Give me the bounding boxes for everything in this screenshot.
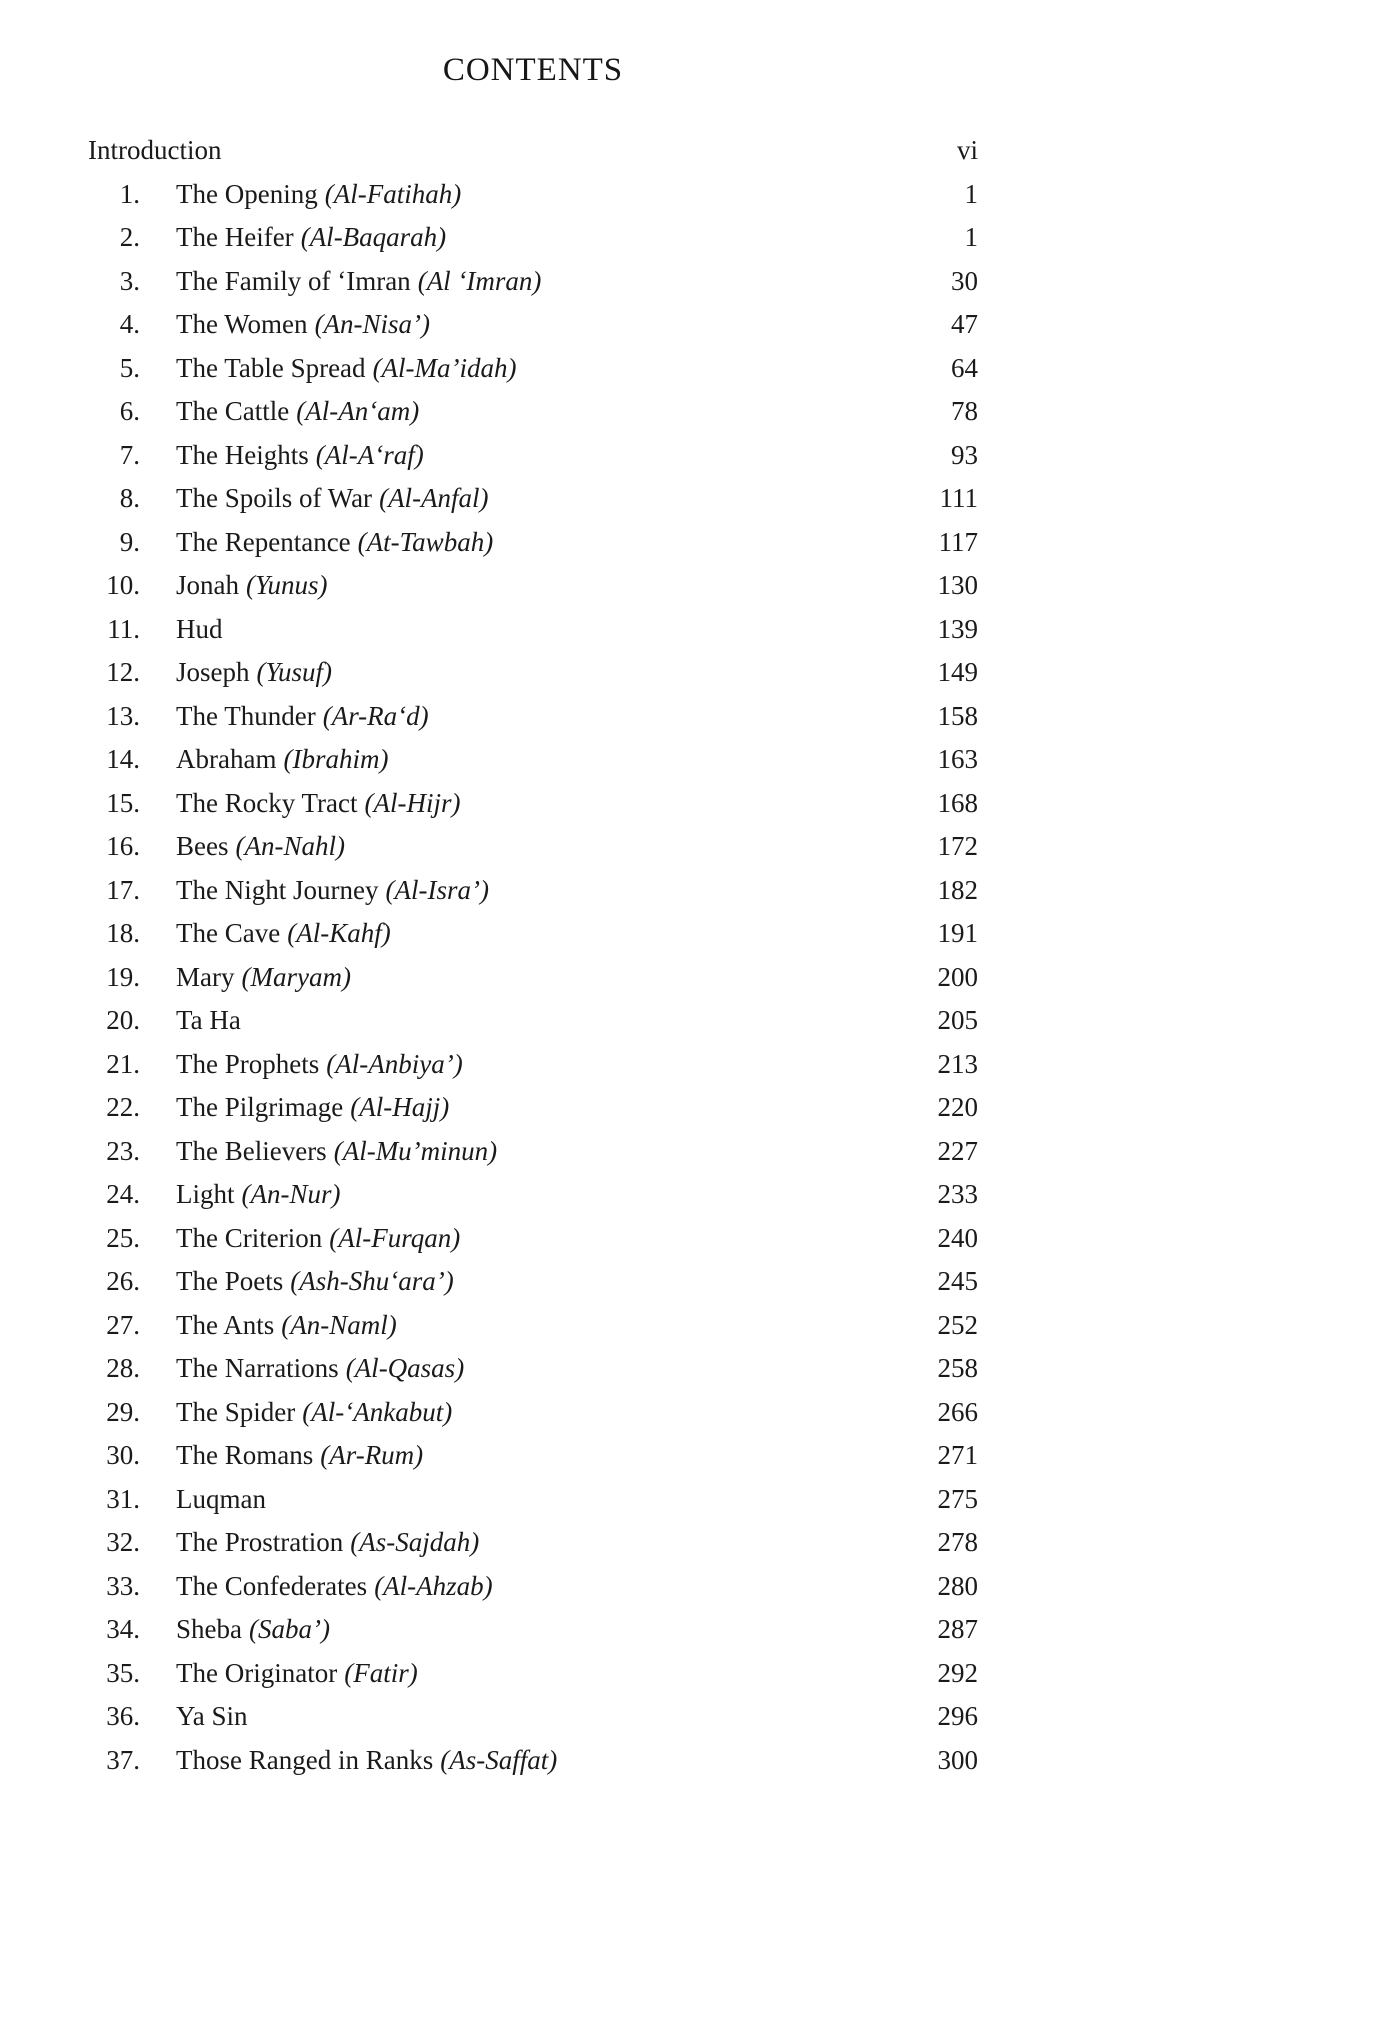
toc-entry-row (88, 564, 978, 608)
toc-entry-number: 11. (107, 613, 140, 644)
toc-entry-number: 3. (119, 265, 140, 296)
toc-entry-name: The Criterion (176, 1222, 323, 1253)
toc-entry-name: Light (176, 1179, 235, 1209)
toc-entry-arabic-name: (Al-Ma’idah) (372, 352, 517, 383)
toc-entry-arabic-name: (Ar-Ra‘d) (322, 700, 429, 731)
toc-entry-number: 15. (106, 787, 140, 818)
toc-entry-row (88, 608, 978, 652)
toc-entry-row (88, 390, 978, 434)
toc-entry-name: The Night Journey (176, 874, 379, 905)
toc-entry-arabic-name: (Al-Furqan) (329, 1222, 461, 1253)
toc-entry-arabic-name: (Al-Ahzab) (374, 1570, 493, 1601)
toc-entry-page: 30 (951, 265, 978, 296)
toc-entry-title (176, 347, 951, 391)
toc-entry-page: 258 (937, 1353, 978, 1383)
toc-entry-number: 26. (106, 1266, 140, 1296)
toc-entry-number: 27. (106, 1309, 140, 1340)
toc-entry-row (88, 303, 978, 347)
toc-entry-title (176, 1304, 938, 1348)
toc-list (88, 129, 978, 1782)
page-title: CONTENTS (442, 52, 624, 88)
toc-entry-name: Bees (176, 831, 229, 861)
toc-entry-row (88, 825, 978, 869)
toc-entry-arabic-name: (Saba’) (249, 1614, 330, 1644)
toc-entry-arabic-name: (Al-Isra’) (385, 874, 489, 905)
toc-entry-title (176, 999, 938, 1043)
toc-entry-name: Mary (176, 961, 235, 992)
toc-entry-number: 28. (106, 1353, 140, 1383)
toc-entry-number: 13. (106, 700, 140, 731)
toc-entry-number: 32. (106, 1527, 140, 1557)
toc-entry-page: 278 (937, 1527, 978, 1557)
toc-entry-arabic-name: (An-Nisa’) (314, 309, 431, 339)
toc-entry-title (176, 738, 938, 782)
toc-entry-name: The Family of ‘Imran (176, 265, 411, 296)
toc-entry-name: Ta Ha (176, 1005, 241, 1035)
toc-entry-name: Ya Sin (176, 1701, 248, 1731)
toc-entry-page: 252 (937, 1309, 978, 1340)
toc-entry-page: 275 (937, 1483, 978, 1514)
toc-entry-page: 266 (937, 1396, 978, 1427)
toc-entry-name: The Prophets (176, 1048, 320, 1079)
toc-entry-title (176, 390, 951, 434)
toc-entry-name: The Originator (176, 1657, 338, 1688)
toc-entry-row (88, 1434, 978, 1478)
toc-entry-name: Joseph (176, 657, 250, 687)
toc-entry-name: The Spoils of War (176, 483, 373, 513)
toc-entry-row (88, 1521, 978, 1565)
toc-entry-name: The Table Spread (176, 352, 366, 383)
toc-entry-row (88, 1086, 978, 1130)
toc-entry-page: 280 (937, 1570, 978, 1601)
toc-entry-title (176, 956, 938, 1000)
toc-entry-title (176, 1043, 938, 1087)
toc-entry-row (88, 651, 978, 695)
toc-entry-number: 12. (106, 657, 140, 687)
toc-entry-page: 292 (937, 1657, 978, 1688)
toc-entry-row (88, 173, 978, 217)
toc-entry-number: 10. (106, 570, 140, 600)
toc-entry-title (176, 303, 951, 347)
toc-entry-row (88, 347, 978, 391)
toc-entry-arabic-name: (Al-Anfal) (379, 483, 489, 513)
toc-entry-page: 200 (937, 961, 978, 992)
toc-entry-page: 172 (937, 831, 978, 861)
toc-entry-row (88, 782, 978, 826)
toc-entry-page: 111 (939, 483, 978, 513)
toc-entry-arabic-name: (An-Nahl) (235, 831, 345, 861)
toc-entry-title (176, 1130, 938, 1174)
toc-entry-arabic-name: (Al-Fatihah) (324, 178, 462, 209)
toc-entry-arabic-name: (Al-Baqarah) (300, 222, 447, 252)
toc-entry-name: The Heifer (176, 222, 294, 252)
toc-entry-page: 139 (937, 613, 978, 644)
toc-entry-title (176, 1652, 938, 1696)
toc-entry-number: 21. (106, 1048, 140, 1079)
toc-entry-row (88, 1565, 978, 1609)
toc-entry-page: 64 (951, 352, 978, 383)
toc-entry-number: 4. (119, 309, 140, 339)
toc-entry-name: The Confederates (176, 1570, 368, 1601)
toc-entry-title (176, 608, 938, 652)
toc-entry-title (176, 1565, 938, 1609)
toc-entry-page: 117 (938, 526, 978, 557)
toc-entry-page: 233 (937, 1179, 978, 1209)
toc-entry-row (88, 477, 978, 521)
toc-entry-arabic-name: (Ibrahim) (283, 744, 389, 774)
toc-entry-number: 6. (119, 396, 140, 426)
toc-entry-number: 16. (106, 831, 140, 861)
toc-entry-row (88, 869, 978, 913)
toc-entry-row (88, 999, 978, 1043)
toc-entry-title (176, 825, 938, 869)
toc-entry-number: 19. (106, 961, 140, 992)
toc-entry-title (176, 651, 938, 695)
toc-entry-arabic-name: (Al-A‘raf) (315, 439, 424, 470)
toc-entry-title (176, 695, 938, 739)
toc-intro-page: vi (956, 135, 978, 165)
toc-entry-arabic-name: (Al-Qasas) (345, 1353, 465, 1383)
toc-entry-name: The Pilgrimage (176, 1092, 344, 1122)
toc-entry-row (88, 1739, 978, 1783)
toc-entry-arabic-name: (Maryam) (241, 961, 351, 992)
toc-entry-title (176, 434, 951, 478)
toc-entry-page: 220 (937, 1092, 978, 1122)
toc-entry-number: 18. (106, 918, 140, 948)
toc-entry-arabic-name: (Al-Kahf) (287, 918, 391, 948)
toc-entry-page: 182 (937, 874, 978, 905)
toc-entry-row (88, 1391, 978, 1435)
toc-entry-page: 93 (951, 439, 978, 470)
toc-entry-name: Hud (176, 613, 223, 644)
toc-entry-row (88, 521, 978, 565)
toc-entry-arabic-name: (An-Naml) (281, 1309, 397, 1340)
toc-entry-title (176, 869, 938, 913)
toc-intro-label: Introduction (88, 135, 222, 165)
toc-entry-name: The Prostration (176, 1527, 344, 1557)
toc-entry-title (176, 1173, 938, 1217)
toc-entry-name: Sheba (176, 1614, 242, 1644)
toc-entry-page: 168 (937, 787, 978, 818)
toc-entry-arabic-name: (Fatir) (344, 1657, 418, 1688)
toc-entry-arabic-name: (Al-Mu’minun) (333, 1135, 498, 1166)
toc-entry-number: 34. (106, 1614, 140, 1644)
toc-entry-name: The Believers (176, 1135, 327, 1166)
toc-entry-title (176, 1739, 938, 1783)
toc-entry-page: 163 (937, 744, 978, 774)
toc-entry-row (88, 1217, 978, 1261)
toc-entry-page: 271 (937, 1440, 978, 1470)
toc-entry-number: 2. (119, 222, 140, 252)
toc-entry-number: 20. (106, 1005, 140, 1035)
toc-entry-name: The Opening (176, 178, 318, 209)
toc-entry-row (88, 738, 978, 782)
toc-entry-title (176, 1478, 938, 1522)
toc-entry-title (176, 1434, 938, 1478)
toc-entry-title (176, 260, 951, 304)
toc-entry-arabic-name: (Al-Anbiya’) (326, 1048, 463, 1079)
toc-entry-title (176, 173, 965, 217)
toc-entry-arabic-name: (An-Nur) (241, 1179, 341, 1209)
toc-entry-row (88, 216, 978, 260)
toc-entry-title (176, 1391, 938, 1435)
toc-entry-page: 130 (937, 570, 978, 600)
toc-entry-title (176, 912, 938, 956)
toc-entry-title (176, 1217, 938, 1261)
toc-entry-number: 30. (106, 1440, 140, 1470)
toc-entry-title (176, 1347, 938, 1391)
toc-entry-page: 1 (964, 178, 978, 209)
toc-entry-arabic-name: (Ar-Rum) (320, 1440, 424, 1470)
toc-entry-row (88, 1304, 978, 1348)
toc-entry-row (88, 1130, 978, 1174)
toc-entry-row (88, 956, 978, 1000)
toc-entry-name: The Women (176, 309, 308, 339)
toc-entry-page: 300 (937, 1744, 978, 1775)
toc-entry-title (176, 1521, 938, 1565)
toc-entry-arabic-name: (Ash-Shu‘ara’) (290, 1266, 454, 1296)
toc-entry-page: 149 (937, 657, 978, 687)
toc-entry-number: 31. (106, 1483, 140, 1514)
toc-entry-name: The Repentance (176, 526, 351, 557)
toc-entry-row (88, 1652, 978, 1696)
toc-entry-arabic-name: (Yunus) (246, 570, 328, 600)
toc-entry-page: 158 (937, 700, 978, 731)
toc-entry-page: 227 (937, 1135, 978, 1166)
toc-entry-title (176, 782, 938, 826)
toc-entry-title (176, 1608, 938, 1652)
toc-entry-number: 17. (106, 874, 140, 905)
toc-entry-name: Jonah (176, 570, 239, 600)
toc-entry-row (88, 1043, 978, 1087)
toc-entry-page: 287 (937, 1614, 978, 1644)
toc-entry-number: 7. (119, 439, 140, 470)
toc-entry-arabic-name: (Al-Hajj) (350, 1092, 450, 1122)
toc-entry-number: 14. (106, 744, 140, 774)
toc-entry-row (88, 1347, 978, 1391)
toc-entry-number: 22. (106, 1092, 140, 1122)
toc-entry-page: 47 (951, 309, 978, 339)
toc-entry-arabic-name: (Al-Hijr) (364, 787, 461, 818)
toc-entry-row (88, 1608, 978, 1652)
toc-entry-title (176, 1086, 938, 1130)
toc-entry-number: 35. (106, 1657, 140, 1688)
toc-entry-arabic-name: (As-Sajdah) (350, 1527, 480, 1557)
toc-entry-name: The Cattle (176, 396, 290, 426)
toc-entry-number: 5. (119, 352, 140, 383)
toc-entry-arabic-name: (Al-‘Ankabut) (302, 1396, 453, 1427)
toc-entry-number: 23. (106, 1135, 140, 1166)
toc-entry-name: The Romans (176, 1440, 314, 1470)
toc-entry-page: 240 (937, 1222, 978, 1253)
toc-entry-name: The Heights (176, 439, 309, 470)
toc-entry-page: 213 (937, 1048, 978, 1079)
toc-entry-number: 36. (106, 1701, 140, 1731)
toc-entry-name: The Spider (176, 1396, 296, 1427)
toc-entry-name: The Poets (176, 1266, 284, 1296)
toc-entry-name: Those Ranged in Ranks (176, 1744, 434, 1775)
toc-entry-arabic-name: (Yusuf) (256, 657, 333, 687)
toc-entry-name: Luqman (176, 1483, 266, 1514)
toc-entry-page: 205 (937, 1005, 978, 1035)
toc-entry-row (88, 1173, 978, 1217)
toc-entry-row (88, 434, 978, 478)
toc-intro-row (88, 129, 978, 173)
toc-entry-name: The Ants (176, 1309, 275, 1340)
toc-entry-title (176, 564, 938, 608)
toc-entry-page: 1 (964, 222, 978, 252)
toc-entry-number: 8. (119, 483, 140, 513)
toc-entry-row (88, 1478, 978, 1522)
toc-entry-name: The Cave (176, 918, 281, 948)
toc-entry-row (88, 1260, 978, 1304)
toc-entry-arabic-name: (Al-An‘am) (296, 396, 420, 426)
toc-entry-number: 29. (106, 1396, 140, 1427)
toc-entry-row (88, 1695, 978, 1739)
toc-entry-name: The Narrations (176, 1353, 339, 1383)
toc-entry-page: 296 (937, 1701, 978, 1731)
toc-entry-number: 37. (106, 1744, 140, 1775)
toc-entry-number: 1. (119, 178, 140, 209)
toc-entry-row (88, 695, 978, 739)
toc-entry-page: 78 (951, 396, 978, 426)
toc-entry-name: The Thunder (176, 700, 316, 731)
toc-entry-row (88, 260, 978, 304)
toc-entry-title (176, 521, 939, 565)
toc-entry-page: 191 (937, 918, 978, 948)
toc-entry-arabic-name: (Al ‘Imran) (417, 265, 542, 296)
toc-entry-name: The Rocky Tract (176, 787, 358, 818)
toc-entry-number: 24. (106, 1179, 140, 1209)
toc-entry-number: 25. (106, 1222, 140, 1253)
toc-entry-title (176, 1260, 938, 1304)
toc-entry-number: 9. (119, 526, 140, 557)
toc-entry-title (176, 216, 965, 260)
toc-entry-row (88, 912, 978, 956)
toc-entry-arabic-name: (As-Saffat) (440, 1744, 558, 1775)
toc-entry-page: 245 (937, 1266, 978, 1296)
toc-entry-arabic-name: (At-Tawbah) (357, 526, 494, 557)
toc-entry-title (176, 477, 940, 521)
toc-entry-name: Abraham (176, 744, 277, 774)
toc-entry-number: 33. (106, 1570, 140, 1601)
toc-entry-title (176, 1695, 938, 1739)
